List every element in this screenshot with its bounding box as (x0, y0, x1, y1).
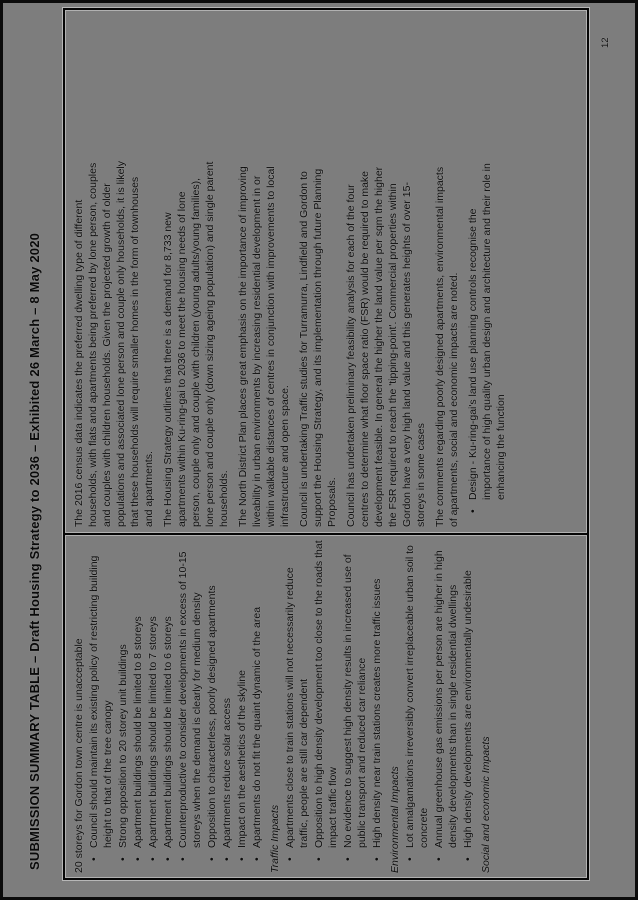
submission-item (220, 538, 234, 873)
submission-item (479, 538, 493, 873)
submission-item-text: Apartments do not fit the quaint dynamic of the area (251, 606, 263, 848)
response-item-text: Council has undertaken preliminary feasibility analysis for each of the four centres to determine what floor space ratio (FSR) would be required to make development feasible. In general the higher the land value per sqm the higher the FSR required to reach the 'tipping-point'. Commercial properties within Gordon have a very high land value and this generates heights of over 15-storeys in some cases (345, 166, 427, 527)
bullet-icon: • (284, 857, 296, 861)
bullet-icon: • (251, 857, 263, 861)
submission-item (250, 538, 264, 873)
submission-item-text: Apartment buildings should be limited to 8 storeys (132, 616, 144, 848)
submission-item (312, 538, 340, 873)
submission-item (341, 538, 369, 873)
submission-item (116, 538, 130, 873)
submission-item-text: Counterproductive to consider developments in excess of 10-15 storeys when the demand is clearly for medium density (177, 551, 203, 848)
bullet-icon: • (117, 857, 129, 861)
submission-item (72, 538, 86, 873)
submission-item-text: Council should maintain its existing policy of restricting building height to that of the tree canopy (88, 555, 114, 848)
bullet-icon: • (342, 857, 354, 861)
bullet-icon: • (88, 857, 100, 861)
submission-item (146, 538, 160, 873)
response-item (466, 158, 508, 527)
submission-item-text: Social and economic Impacts (480, 736, 492, 873)
submission-item (432, 538, 460, 873)
bullet-icon: • (467, 509, 479, 513)
submission-item-text: Environmental Impacts (389, 766, 401, 873)
submission-item-text: High density developments are environmentally undesirable (462, 570, 474, 848)
submission-item-text: Opposition to high density development too close to the roads that impact traffic flow (313, 540, 339, 848)
submission-item (205, 538, 219, 873)
submission-item-text: High density near train stations creates more traffic issues (371, 578, 383, 848)
response-column (65, 10, 587, 533)
response-item (161, 158, 231, 527)
bullet-icon: • (433, 857, 445, 861)
submission-item (403, 538, 431, 873)
submission-item (131, 538, 145, 873)
submission-item (283, 538, 311, 873)
response-item-text: The North District Plan places great emphasis on the importance of improving liveability in urban environments by increasing residential development in or within walkable distances of centres in conjunction with improvements to local infrastructure and open space. (237, 166, 291, 527)
submission-item-text: No evidence to suggest high density results in increased use of public transport and reduced car reliance (342, 554, 368, 848)
response-item-text: The comments regarding poorly designed apartments, environmental impacts of apartments, social and economic impacts are noted. (434, 166, 460, 527)
bullet-icon: • (162, 857, 174, 861)
bullet-icon: • (313, 857, 325, 861)
submission-item-text: Traffic Impacts (269, 804, 281, 873)
submission-item (388, 538, 402, 873)
submission-item-text: 20 storeys for Gordon town centre is unacceptable (73, 638, 85, 873)
submission-item (370, 538, 384, 873)
response-item-text: The 2016 census data indicates the preferred dwelling type of different households, with flats and apartments being preferred by lone person, couples and couples with children households. Given the projected growth of older populations and associated lone person and couple only households, it is likely that these households will require smaller homes in the form of townhouses and apartments. (73, 161, 155, 527)
response-item (236, 158, 292, 527)
submission-item-text: Annual greenhouse gas emissions per person are higher in high density developments than in single residential dwellings (433, 550, 459, 848)
bullet-icon: • (236, 857, 248, 861)
submission-item-text: Apartment buildings should be limited to 6 storeys (162, 616, 174, 848)
response-item-text: Council is undertaking Traffic studies for Turramurra, Lindfield and Gordon to support the Housing Strategy, and its implementation through future Planning Proposals. (298, 168, 338, 527)
submission-summary-table (63, 8, 589, 880)
submission-item (161, 538, 175, 873)
bullet-icon: • (221, 857, 233, 861)
bullet-icon: • (147, 857, 159, 861)
submission-item (87, 538, 115, 873)
response-item-text: Design - Ku-ring-gai's land use planning controls recognise the importance of high quality urban design and architecture and their role in enhancing the function (467, 163, 507, 500)
submission-item-text: Apartments reduce solar access (221, 698, 233, 848)
bullet-icon: • (371, 857, 383, 861)
submission-item (268, 538, 282, 873)
bullet-icon: • (462, 857, 474, 861)
submission-item-text: Opposition to characterless, poorly designed apartments (206, 585, 218, 848)
response-item (433, 158, 461, 527)
submission-item-text: Impact on the aesthetics of the skyline (236, 669, 248, 848)
submission-column (65, 533, 587, 878)
submission-item-text: Apartment buildings should be limited to 7 storeys (147, 616, 159, 848)
bullet-icon: • (177, 857, 189, 861)
submission-item-text: Lot amalgamations irreversibly convert irreplaceable urban soil to concrete (404, 545, 430, 848)
response-item (72, 158, 156, 527)
submission-item-text: Apartments close to train stations will not necessarily reduce traffic, people are still car dependent (284, 567, 310, 848)
response-item (297, 158, 339, 527)
bullet-icon: • (404, 857, 416, 861)
submission-item (461, 538, 475, 873)
bullet-icon: • (206, 857, 218, 861)
response-item-text: The Housing Strategy outlines that there is a demand for 8,733 new apartments within Ku-ring-gai to 2036 to meet the housing needs of lone person, couple only and couple with children (young adults/young families), lone person and couple only (down sizing ageing population) and single parent households. (162, 161, 230, 527)
page-number: 12 (600, 37, 611, 48)
page-title: SUBMISSION SUMMARY TABLE – Draft Housing Strategy to 2036 – Exhibited 26 March – 8 May 2020 (27, 232, 42, 870)
submission-item (235, 538, 249, 873)
bullet-icon: • (132, 857, 144, 861)
submission-item (176, 538, 204, 873)
submission-item-text: Strong opposition to 20 storey unit buildings (117, 644, 129, 848)
response-item (344, 158, 428, 527)
